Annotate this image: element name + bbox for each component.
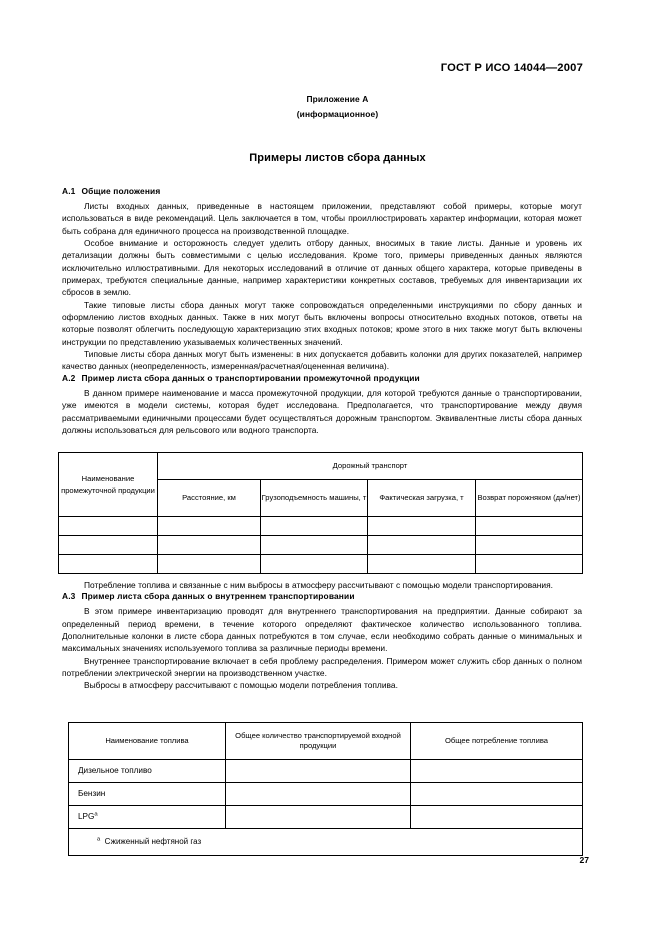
data-sheet-fuel-table-wrapper <box>68 722 582 856</box>
paragraph-a3-1: В этом примере инвентаризацию проводят для внутреннего транспортирования на предприятии. Данные собирают за определенный период времени, в течение которого определяют фактическое количество использованного топлива. Дополнительные колонки в листе сбора данных потребуются в том случае, если необходимо собрать данные о минимальных и максимальных значениях используемого топлива за различные периоды времени. <box>62 606 582 654</box>
data-sheet-transport-table <box>58 452 583 574</box>
table-cell-empty-return[interactable] <box>476 536 583 555</box>
annex-heading-block <box>0 92 661 121</box>
table-header-total-consumption: Общее потребление топлива <box>411 723 583 760</box>
section-title-a1: Общие положения <box>81 186 161 196</box>
document-body <box>62 186 582 436</box>
table-cell-capacity[interactable] <box>261 536 368 555</box>
paragraph-a2-after-table: Потребление топлива и связанные с ним выбросы в атмосферу рассчитывают с помощью модели транспортирования. <box>84 580 554 590</box>
table-cell-fuel-name: Бензин <box>69 783 226 806</box>
table-header-actual-load: Фактическая загрузка, т <box>368 480 476 517</box>
footnote-text: Сжиженный нефтяной газ <box>104 836 202 846</box>
table-cell-product-name[interactable] <box>59 536 158 555</box>
table-header-distance: Расстояние, км <box>158 480 261 517</box>
document-standard-header: ГОСТ Р ИСО 14044—2007 <box>440 62 583 74</box>
data-sheet-fuel-table <box>68 722 583 856</box>
table-row-header-group <box>59 453 583 480</box>
section-title-a2: Пример листа сбора данных о транспортировании промежуточной продукции <box>81 372 420 383</box>
table-row-header <box>69 723 583 760</box>
table-cell-fuel-name <box>69 806 226 829</box>
table-cell-actual-load[interactable] <box>368 517 476 536</box>
paragraph-a1-2: Особое внимание и осторожность следует уделить отбору данных, вносимых в такие листы. Данные и уровень их детализации должны быть совместимыми с целью исследования. Кроме того, примеры приведенных данных являются исключительно иллюстративными. Для некоторых исследований в отличие от данных общего характера, которые приведены в примерах, требуются специальные данные, например характеристики конкретных составов, требуемых для инвентаризации их сбросов в землю. <box>62 238 582 298</box>
paragraph-a1-1: Листы входных данных, приведенные в настоящем приложении, представляют собой примеры, которые могут использоваться в виде рекомендаций. Цель заключается в том, чтобы проиллюстрировать характер информации, которая может быть собрана для единичного процесса на производственной площадке. <box>62 201 582 236</box>
table-header-empty-return: Возврат порожняком (да/нет) <box>476 480 583 517</box>
table-cell-capacity[interactable] <box>261 555 368 574</box>
footnote-marker: a <box>94 811 98 818</box>
page-number: 27 <box>579 855 589 865</box>
data-sheet-transport-table-wrapper <box>58 452 582 574</box>
paragraph-a3-3: Выбросы в атмосферу рассчитывают с помощью модели потребления топлива. <box>84 680 398 691</box>
table-cell-capacity[interactable] <box>261 517 368 536</box>
table-row[interactable] <box>59 517 583 536</box>
table-row[interactable] <box>69 783 583 806</box>
annex-label: Приложение А <box>306 94 369 104</box>
paragraph-a1-3: Такие типовые листы сбора данных могут также сопровождаться определенными инструкциями по сбору данных и оформлению листов входных данных. Также в них могут быть включены вопросы относительно входных потоков, ответы на которые позволят облегчить последующую характеризацию этих входных потоков; кроме этого в них также могут быть включены инструкции по представлению указываемых количественных значений. <box>62 299 582 347</box>
table-header-road-transport: Дорожный транспорт <box>158 453 583 480</box>
table-cell-empty-return[interactable] <box>476 555 583 574</box>
table-cell-total-transported[interactable] <box>226 806 411 829</box>
table-cell-fuel-name: Дизельное топливо <box>69 760 226 783</box>
table-row[interactable] <box>59 536 583 555</box>
table-footnote <box>69 829 583 856</box>
fuel-name-text: LPG <box>78 811 95 821</box>
table-cell-total-transported[interactable] <box>226 760 411 783</box>
table-header-total-transported: Общее количество транспортируемой входной продукции <box>226 723 411 760</box>
paragraph-a3-2: Внутреннее транспортирование включает в себя проблему распределения. Примером может служить сбор данных о полном потреблении электрической энергии на производственном участке. <box>62 655 582 679</box>
section-heading-a3 <box>62 591 582 601</box>
section-heading-a2 <box>62 373 582 383</box>
paragraph-a2-1: В данном примере наименование и масса промежуточной продукции, для которой требуются данные о транспортировании, уже имеются в модели системы, которая будет исследована. Предполагается, что транспортирование между двумя рассматриваемыми единичными процессами будет осуществляться дорожным транспортом. Эквивалентные листы сбора данных должны использоваться для рельсового или водного транспорта. <box>62 387 582 435</box>
table-row[interactable] <box>69 806 583 829</box>
table-cell-actual-load[interactable] <box>368 536 476 555</box>
section-number-a2: A.2 <box>62 372 76 383</box>
table-cell-product-name[interactable] <box>59 555 158 574</box>
paragraph-a1-4: Типовые листы сбора данных могут быть изменены: в них допускается добавить колонки для других показателей, например качество данных (неопределенность, измеренная/расчетная/оцененная величина). <box>62 349 582 372</box>
table-cell-total-consumption[interactable] <box>411 760 583 783</box>
annex-kind: (информационное) <box>296 108 379 119</box>
table-cell-total-consumption[interactable] <box>411 806 583 829</box>
table-cell-total-transported[interactable] <box>226 783 411 806</box>
table-cell-distance[interactable] <box>158 517 261 536</box>
section-heading-a1 <box>62 186 582 196</box>
table-cell-empty-return[interactable] <box>476 517 583 536</box>
section-title-a3: Пример листа сбора данных о внутреннем транспортировании <box>81 591 355 602</box>
table-header-fuel-name: Наименование топлива <box>69 723 226 760</box>
table-cell-distance[interactable] <box>158 536 261 555</box>
table-row-footnote <box>69 829 583 856</box>
table-row[interactable] <box>69 760 583 783</box>
document-body-middle <box>62 579 582 692</box>
table-header-capacity: Грузоподъемность машины, т <box>261 480 368 517</box>
table-cell-actual-load[interactable] <box>368 555 476 574</box>
table-cell-product-name[interactable] <box>59 517 158 536</box>
section-number-a3: A.3 <box>62 591 76 602</box>
table-cell-total-consumption[interactable] <box>411 783 583 806</box>
annex-title: Примеры листов сбора данных <box>249 152 426 164</box>
table-cell-distance[interactable] <box>158 555 261 574</box>
footnote-marker-ref: a <box>97 836 101 843</box>
table-row[interactable] <box>59 555 583 574</box>
section-number-a1: A.1 <box>62 186 76 196</box>
table-header-product-name: Наименование промежуточной продукции <box>59 453 158 517</box>
